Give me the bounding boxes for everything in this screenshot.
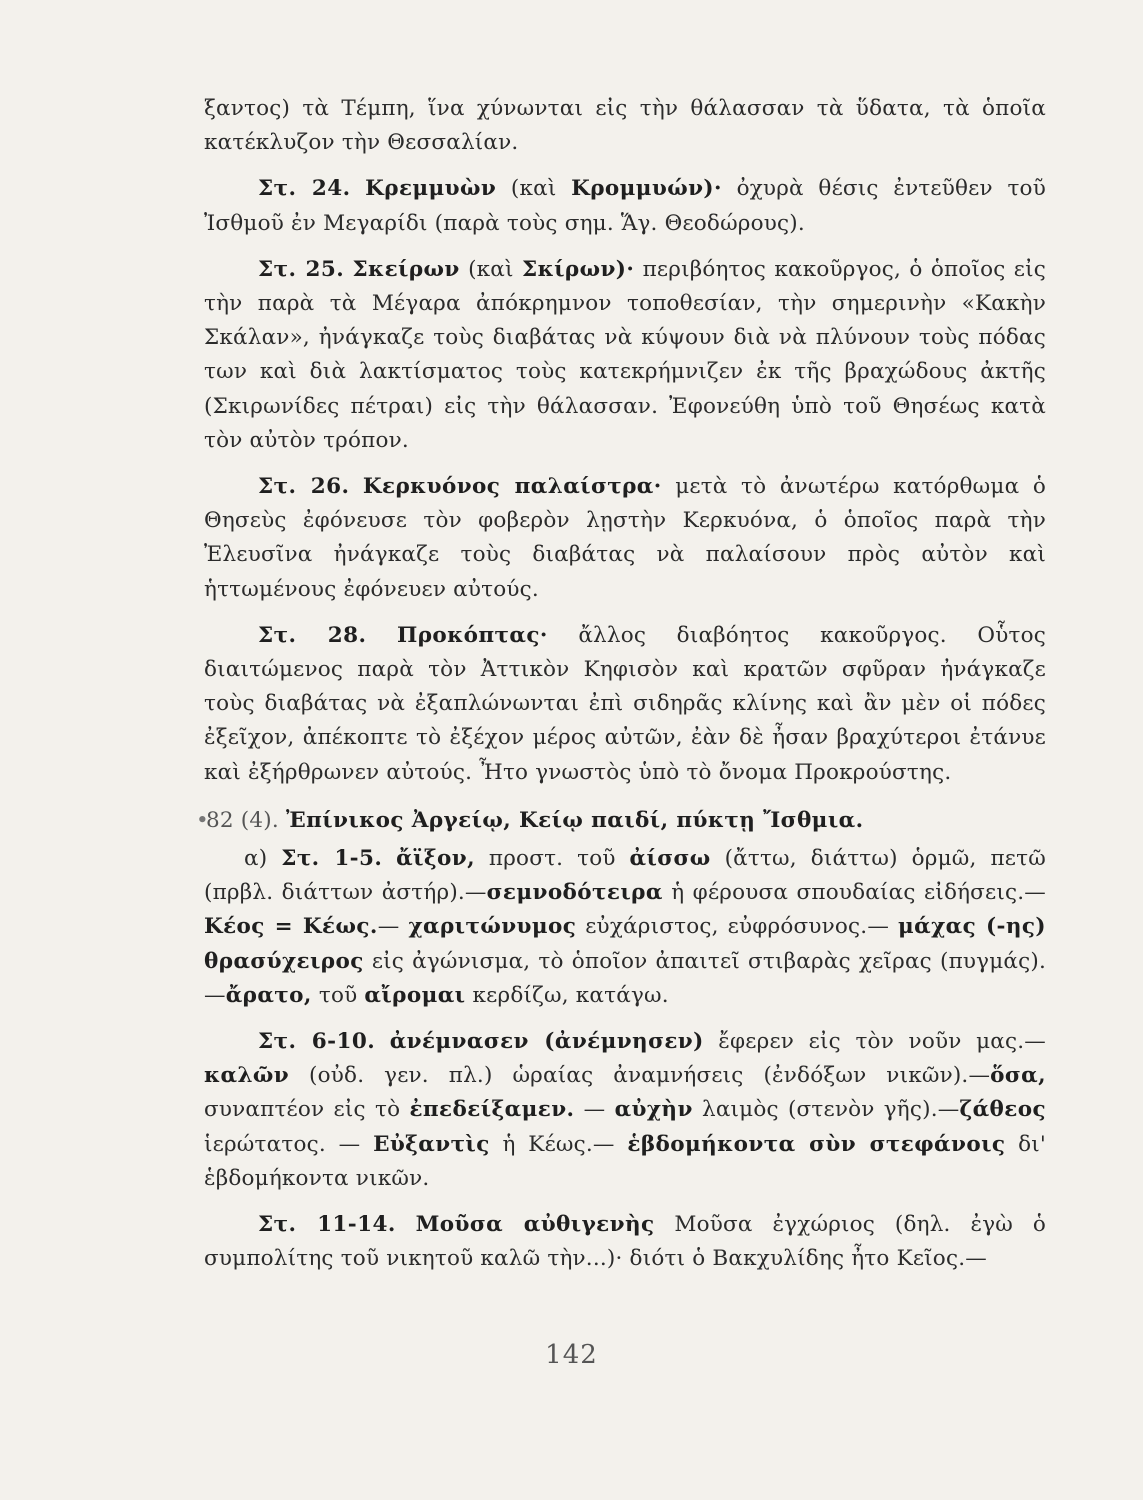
- text: κερδίζω, κατάγω.: [472, 982, 669, 1008]
- text: —: [583, 1097, 606, 1123]
- verse-ref: Στ. 11-14.: [258, 1212, 396, 1238]
- term: Σκείρων: [352, 256, 460, 282]
- term: Εὐξαντὶς: [373, 1131, 490, 1157]
- text: —: [377, 914, 400, 940]
- text: (οὐδ. γεν. πλ.) ὡραίας ἀναμνήσεις (ἐνδόξων νικῶν).—: [309, 1063, 991, 1089]
- term: σεμνοδότειρα: [486, 880, 663, 906]
- body-text: [196, 92, 1046, 1277]
- section-heading: [196, 804, 1046, 838]
- text: ἡ Κέως.—: [502, 1131, 615, 1157]
- text: ἱερώτατος. —: [204, 1131, 361, 1157]
- paragraph-verse-1-5: [204, 842, 1046, 1013]
- text: (ἄττω, διάττω) ὁρμῶ, πετῶ (πρβλ. διάττων ἀστήρ).—: [204, 846, 1046, 906]
- text: ἄλλος διαβόητος κακοῦργος. Οὗτος διαιτώμενος παρὰ τὸν Ἀττικὸν Κηφισὸν καὶ κρατῶν σφῦραν ἠνάγκαζε τοὺς διαβάτας νὰ ἐξαπλώνωνται ἐπὶ σιδηρᾶς κλίνης καὶ ἂν μὲν οἱ πόδες ἐξεῖχον, ἀπέκοπτε τὸ ἐξέχον μέρος αὐτῶν, ἐὰν δὲ ἦσαν βραχύτεροι ἐτάνυε καὶ ἐξήρθρωνεν αὐτούς. Ἦτο γνωστὸς ὑπὸ τὸ ὄνομα Προκρούστης.: [204, 622, 1046, 785]
- paragraph-verse-26: [204, 470, 1046, 607]
- term: αὐχὴν: [614, 1097, 693, 1123]
- paragraph-verse-25: [204, 253, 1046, 458]
- text: τοῦ: [318, 982, 358, 1008]
- text: ἔφερεν εἰς τὸν νοῦν μας.—: [718, 1029, 1046, 1055]
- verse-ref: Στ. 6-10.: [258, 1029, 376, 1055]
- term: ἀίσσω: [629, 846, 711, 872]
- section-number: 82 (4).: [206, 807, 279, 833]
- term: Μοῦσα αὐθιγενὴς: [415, 1212, 655, 1238]
- text: συναπτέον εἰς τὸ: [204, 1097, 401, 1123]
- term: Κέος = Κέως.: [204, 914, 378, 940]
- term: ἄϊξον,: [396, 846, 475, 872]
- term: ἐπεδείξαμεν.: [409, 1097, 575, 1123]
- bullet-mark: •: [196, 807, 209, 833]
- verse-ref: Στ. 28.: [258, 622, 367, 648]
- verse-ref: Στ. 1-5.: [281, 846, 383, 872]
- paragraph-continuation: [204, 92, 1046, 160]
- text: δι' ἑβδομήκοντα νικῶν.: [204, 1131, 1046, 1191]
- term: Κρομμυών)·: [571, 176, 722, 202]
- text: λαιμὸς (στενὸν γῆς).—: [702, 1097, 960, 1123]
- page-number: 142: [545, 1340, 598, 1370]
- text: προστ. τοῦ: [488, 846, 616, 872]
- term: Προκόπτας·: [397, 622, 548, 648]
- term: μάχας (-ης) θρασύχειρος: [204, 914, 1046, 974]
- paragraph-verse-28: [204, 619, 1046, 790]
- text: μετὰ τὸ ἀνωτέρω κατόρθωμα ὁ Θησεὺς ἐφόνευσε τὸν φοβερὸν λῃστὴν Κερκυόνα, ὁ ὁποῖος παρὰ τὴν Ἐλευσῖνα ἠνάγκαζε τοὺς διαβάτας νὰ παλαίσουν πρὸς αὐτὸν καὶ ἡττωμένους ἐφόνευεν αὐτούς.: [204, 474, 1046, 602]
- verse-ref: Στ. 25.: [258, 256, 345, 282]
- text: ἡ φέρουσα σπουδαίας εἰδήσεις.—: [671, 880, 1046, 906]
- term: ἄρατο,: [225, 982, 312, 1008]
- verse-ref: Στ. 24.: [258, 176, 351, 202]
- text: εἰς ἀγώνισμα, τὸ ὁποῖον ἀπαιτεῖ στιβαρὰς χεῖρας (πυγμάς).—: [204, 948, 1046, 1008]
- term: χαριτώνυμος: [408, 914, 577, 940]
- term: αἴρομαι: [364, 982, 466, 1008]
- term: Κρεμμυὼν: [365, 176, 497, 202]
- term: καλῶν: [204, 1063, 290, 1089]
- section-title: Ἐπίνικος Ἀργείῳ, Κείῳ παιδί, πύκτῃ Ἴσθμια.: [285, 807, 864, 833]
- text: εὐχάριστος, εὐφρόσυνος.—: [585, 914, 890, 940]
- term: Σκίρων)·: [521, 256, 635, 282]
- text: ὀχυρὰ θέσις ἐντεῦθεν τοῦ Ἰσθμοῦ ἐν Μεγαρίδι (παρὰ τοὺς σημ. Ἅγ. Θεοδώρους).: [204, 176, 1046, 236]
- term: ὅσα,: [990, 1063, 1046, 1089]
- verse-ref: Στ. 26.: [258, 474, 350, 500]
- term: ἑβδομήκοντα σὺν στεφάνοις: [627, 1131, 1006, 1157]
- text: περιβόητος κακοῦργος, ὁ ὁποῖος εἰς τὴν παρὰ τὰ Μέγαρα ἀπόκρημνον τοποθεσίαν, τὴν σημερινὴν «Κακὴν Σκάλαν», ἠνάγκαζε τοὺς διαβάτας νὰ κύψουν διὰ νὰ πλύνουν τοὺς πόδας των καὶ διὰ λακτίσματος τοὺς κατεκρήμνιζεν ἐκ τῆς βραχώδους ἀκτῆς (Σκιρωνίδες πέτραι) εἰς τὴν θάλασσαν. Ἐφονεύθη ὑπὸ τοῦ Θησέως κατὰ τὸν αὐτὸν τρόπον.: [204, 256, 1046, 453]
- subsection-label: α): [244, 846, 268, 872]
- text: (καὶ: [510, 176, 557, 202]
- text: ξαντος) τὰ Τέμπη, ἵνα χύνωνται εἰς τὴν θάλασσαν τὰ ὕδατα, τὰ ὁποῖα κατέκλυζον τὴν Θεσσαλίαν.: [204, 96, 1046, 156]
- term: ζάθεος: [959, 1097, 1046, 1123]
- term: ἀνέμνασεν (ἀνέμνησεν): [389, 1029, 704, 1055]
- text: Μοῦσα ἐγχώριος (δηλ. ἐγὼ ὁ συμπολίτης τοῦ νικητοῦ καλῶ τὴν...)· διότι ὁ Βακχυλίδης ἦτο Κεῖος.—: [204, 1212, 1046, 1272]
- paragraph-verse-6-10: [204, 1025, 1046, 1196]
- paragraph-verse-24: [204, 172, 1046, 240]
- paragraph-verse-11-14: [204, 1208, 1046, 1276]
- text: (καὶ: [468, 256, 514, 282]
- term: Κερκυόνος παλαίστρα·: [362, 474, 662, 500]
